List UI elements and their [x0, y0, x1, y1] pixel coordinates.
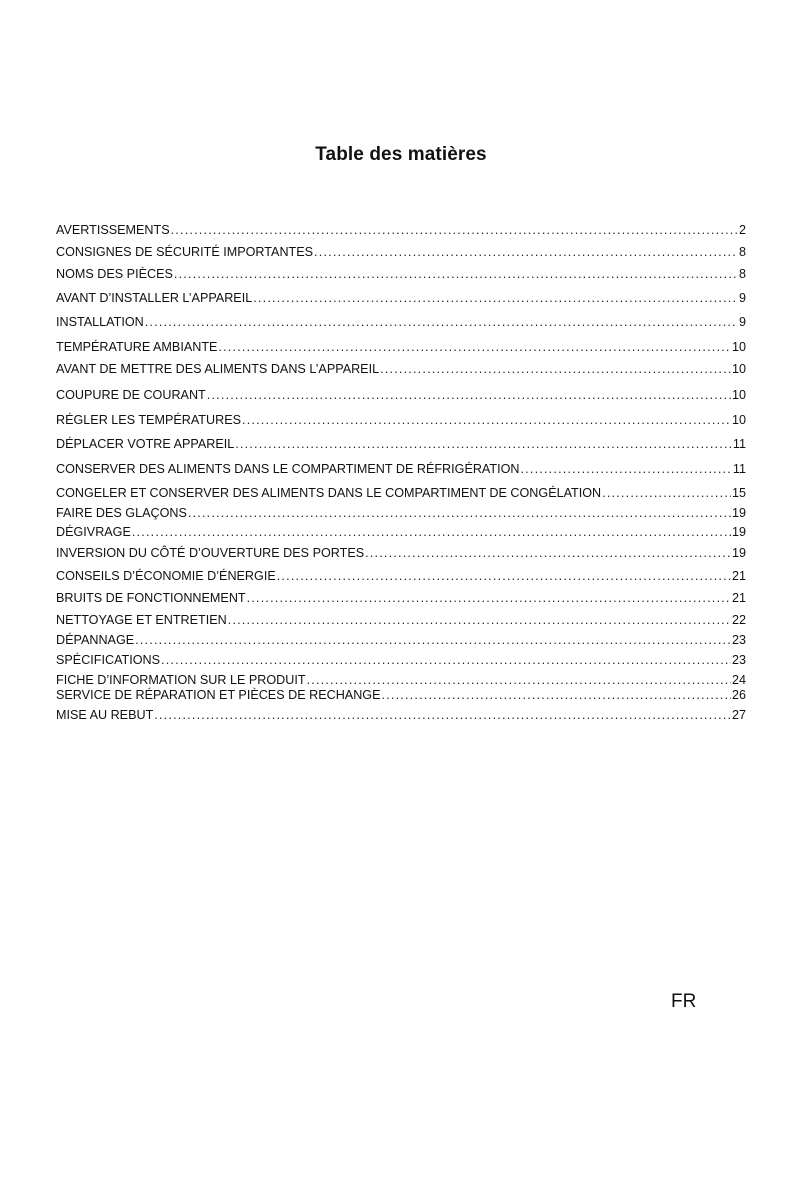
toc-entry[interactable] — [56, 672, 746, 688]
toc-entry-page: 9 — [738, 315, 746, 329]
toc-entry-label: RÉGLER LES TEMPÉRATURES — [56, 413, 241, 427]
dot-leader — [242, 412, 731, 428]
toc-entry[interactable] — [56, 436, 746, 452]
dot-leader — [247, 590, 731, 606]
toc-entry[interactable] — [56, 461, 746, 477]
page-title: Table des matières — [315, 144, 487, 165]
toc-entry-page: 11 — [732, 437, 746, 451]
dot-leader — [135, 632, 731, 648]
dot-leader — [381, 687, 731, 703]
toc-entry-label: DÉPLACER VOTRE APPAREIL — [56, 437, 235, 451]
toc-entry-label: INVERSION DU CÔTÉ D’OUVERTURE DES PORTES — [56, 546, 365, 560]
dot-leader — [132, 524, 731, 540]
dot-leader — [365, 545, 731, 561]
toc-entry-page: 2 — [738, 223, 746, 237]
dot-leader — [174, 266, 738, 282]
toc-entry-page: 11 — [732, 462, 746, 476]
toc-entry-label: AVERTISSEMENTS — [56, 223, 170, 237]
toc-entry-label: FICHE D’INFORMATION SUR LE PRODUIT — [56, 673, 306, 687]
toc-entry-page: 21 — [731, 569, 746, 583]
toc-entry-label: FAIRE DES GLAÇONS — [56, 506, 187, 520]
toc-entry-label: NETTOYAGE ET ENTRETIEN — [56, 613, 227, 627]
toc-entry-label: INSTALLATION — [56, 315, 144, 329]
toc-entry[interactable] — [56, 222, 746, 238]
toc-entry-page: 10 — [731, 362, 746, 376]
toc-entry[interactable] — [56, 524, 746, 540]
toc-entry-page: 21 — [731, 591, 746, 605]
toc-entry-page: 24 — [731, 673, 746, 687]
toc-entry[interactable] — [56, 568, 746, 584]
toc-entry[interactable] — [56, 687, 746, 703]
toc-entry-label: TEMPÉRATURE AMBIANTE — [56, 340, 218, 354]
toc-entry-label: CONSERVER DES ALIMENTS DANS LE COMPARTIMENT DE RÉFRIGÉRATION — [56, 462, 520, 476]
toc-entry-label: SPÉCIFICATIONS — [56, 653, 161, 667]
language-code: FR — [671, 991, 697, 1012]
dot-leader — [161, 652, 731, 668]
toc-entry-page: 22 — [731, 613, 746, 627]
toc-entry-page: 10 — [731, 413, 746, 427]
toc-entry-label: CONSEILS D’ÉCONOMIE D’ÉNERGIE — [56, 569, 276, 583]
toc-entry-label: SERVICE DE RÉPARATION ET PIÈCES DE RECHANGE — [56, 688, 381, 702]
dot-leader — [314, 244, 738, 260]
toc-entry[interactable] — [56, 387, 746, 403]
dot-leader — [228, 612, 731, 628]
toc-entry-page: 19 — [731, 506, 746, 520]
toc-entry-page: 10 — [731, 388, 746, 402]
dot-leader — [218, 339, 731, 355]
toc-entry[interactable] — [56, 412, 746, 428]
toc-entry[interactable] — [56, 707, 746, 723]
toc-entry-page: 19 — [731, 546, 746, 560]
dot-leader — [154, 707, 731, 723]
toc-entry-page: 19 — [731, 525, 746, 539]
toc-entry[interactable] — [56, 339, 746, 355]
toc-entry[interactable] — [56, 632, 746, 648]
toc-entry-label: MISE AU REBUT — [56, 708, 154, 722]
dot-leader — [207, 387, 731, 403]
dot-leader — [277, 568, 731, 584]
toc-entry[interactable] — [56, 244, 746, 260]
dot-leader — [602, 485, 731, 501]
toc-entry-page: 23 — [731, 653, 746, 667]
toc-entry[interactable] — [56, 361, 746, 377]
dot-leader — [171, 222, 738, 238]
toc-entry-page: 27 — [731, 708, 746, 722]
toc-entry-label: BRUITS DE FONCTIONNEMENT — [56, 591, 246, 605]
toc-entry-page: 10 — [731, 340, 746, 354]
dot-leader — [145, 314, 738, 330]
dot-leader — [235, 436, 732, 452]
toc-entry-label: CONSIGNES DE SÉCURITÉ IMPORTANTES — [56, 245, 314, 259]
toc-entry[interactable] — [56, 485, 746, 501]
dot-leader — [253, 290, 738, 306]
toc-entry[interactable] — [56, 590, 746, 606]
toc-entry-page: 26 — [731, 688, 746, 702]
toc-entry[interactable] — [56, 612, 746, 628]
toc-entry[interactable] — [56, 505, 746, 521]
dot-leader — [380, 361, 731, 377]
toc-entry[interactable] — [56, 545, 746, 561]
toc-entry-label: CONGELER ET CONSERVER DES ALIMENTS DANS LE COMPARTIMENT DE CONGÉLATION — [56, 486, 602, 500]
toc-entry-label: NOMS DES PIÈCES — [56, 267, 173, 281]
toc-entry[interactable] — [56, 266, 746, 282]
dot-leader — [188, 505, 731, 521]
toc-entry-page: 8 — [738, 267, 746, 281]
toc-entry-page: 8 — [738, 245, 746, 259]
toc-entry-label: DÉPANNAGE — [56, 633, 135, 647]
toc-entry[interactable] — [56, 314, 746, 330]
toc-entry[interactable] — [56, 290, 746, 306]
toc-entry-page: 9 — [738, 291, 746, 305]
toc-entry-label: COUPURE DE COURANT — [56, 388, 206, 402]
toc-entry-page: 23 — [731, 633, 746, 647]
dot-leader — [307, 672, 731, 688]
toc-entry-label: AVANT DE METTRE DES ALIMENTS DANS L’APPAREIL — [56, 362, 380, 376]
toc-entry[interactable] — [56, 652, 746, 668]
dot-leader — [520, 461, 731, 477]
toc-entry-label: DÉGIVRAGE — [56, 525, 131, 539]
toc-entry-page: 15 — [731, 486, 746, 500]
toc-entry-label: AVANT D’INSTALLER L’APPAREIL — [56, 291, 253, 305]
